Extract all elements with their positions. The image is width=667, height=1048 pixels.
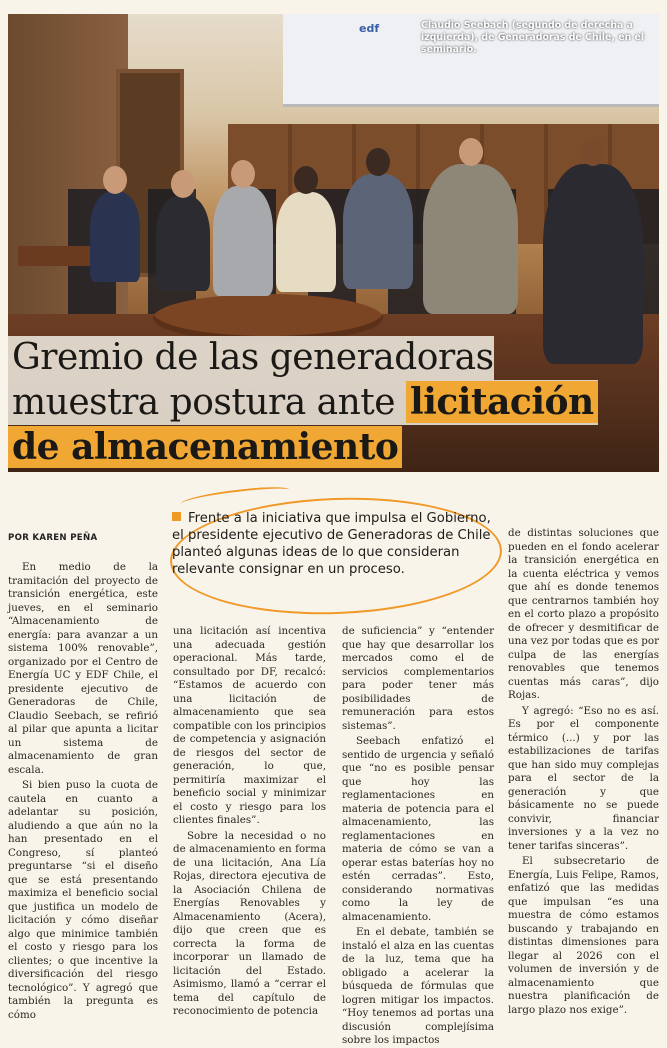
paragraph: de suficiencia” y “entender que hay que desarrollar los mercados como el de servicios complementarios para poder tener más posibilidades de remuneración para estos sistemas”. [342,625,494,732]
column-2 [173,625,326,1025]
headline-line-2-text: muestra postura ante [12,382,407,423]
paragraph: El subsecretario de Energía, Luis Felipe, Ramos, enfatizó que las medidas que impulsan “es una muestra de cómo estamos buscando y trabajando en distintas dimensiones para llegar al 2026 con el volumen de inversión y de almacenamiento que nuestra planificación de largo plazo nos exige”. [508,855,659,1016]
paragraph: de distintas soluciones que pueden en el fondo acelerar la transición energética en la cuenta eléctrica y vemos que ahí es donde tenemos que centrarnos también hoy en el corto plazo a propósito de ofrecer y desmitificar de una vez por todas que es por culpa de las energías renovables que tenemos cuentas más caras”, dijo Rojas. [508,527,659,701]
photo-caption: Claudio Seebach (segundo de derecha a izquierda), de Generadoras de Chile, en el seminario. [421,20,645,55]
panelist-2 [156,196,210,291]
paragraph: En medio de la tramitación del proyecto de transición energética, este jueves, en el seminario “Almacenamiento de energía: para avanzar a un sistema 100% renovable”, organizado por el Centro de Energía UC y EDF Chile, el presidente ejecutivo de Generadoras de Chile, Claudio Seebach, se refirió al pilar que apunta a licitar un sistema de almacenamiento de gran escala. [8,561,158,776]
headline-line-3 [8,425,402,470]
column-4 [508,527,659,1027]
paragraph: una licitación así incentiva una adecuada gestión operacional. Más tarde, consultado por DF, recalcó: “Estamos de acuerdo con una licitación de almacenamiento que sea compatible con los principios de competencia y asignación de riesgos del sector de generación, lo que, permitiría maximizar el beneficio social y minimizar el costo y riesgo para los clientes finales”. [173,625,326,826]
headline-highlight-2: de almacenamiento [8,426,402,468]
pullquote-text: Frente a la iniciativa que impulsa el Gobierno, el presidente ejecutivo de Generadoras de Chile planteó algunas ideas de lo que consideran relevante consignar en un proceso. [172,511,491,577]
pullquote [172,510,492,578]
screen-logo: edf [359,22,380,35]
column-1 [8,561,158,1026]
paragraph: En el debate, también se instaló el alza en las cuentas de la luz, tema que ha obligado a acelerar la búsqueda de fórmulas que logren mitigar los impactos. “Hoy tenemos ad portas una discusión complejísima sobre los impactos [342,926,494,1046]
column-3 [342,625,494,1046]
panelist-4 [276,192,336,292]
pullquote-bullet-icon [172,512,181,521]
paragraph: Seebach enfatizó el sentido de urgencia y señaló que “no es posible pensar que hoy las reglamentaciones en materia de potencia para el almacenamiento, las reglamentaciones en materia de cómo se van a operar estas baterías hoy no estén cerradas”. Esto, considerando normativas como la ley de almacenamiento. [342,735,494,923]
paragraph: Y agregó: “Eso no es así. Es por el componente térmico (...) y por las estabilizaciones de tarifas que han sido muy complejas para el sector de la generación y que básicamente no se puede convivir, financiar inversiones y a la vez no tener tarifas sinceras”. [508,704,659,852]
headline-line-2 [8,380,598,425]
headline-line-1 [8,336,494,380]
panelist-7 [543,164,643,364]
paragraph: Si bien puso la cuota de cautela en cuanto a adelantar su posición, aludiendo a que aún no la han presentado en el Congreso, sí planteó preguntarse “si el diseño que se está presentando maximiza el beneficio social que justifica un modelo de licitación y cómo diseñar algo que minimice también el costo y riesgo para los clientes; o que incentive la diversificación del riesgo tecnológico”. Y agregó que también la pregunta es cómo [8,779,158,1021]
panelist-5 [343,174,413,289]
panelist-6 [423,164,518,314]
pullquote-circle-tail [180,484,291,509]
photo-coffee-table [153,294,383,342]
headline [8,336,659,470]
panelist-1 [90,192,140,282]
headline-highlight-1: licitación [406,381,598,423]
byline: POR KAREN PEÑA [8,533,98,543]
panelist-3 [213,186,273,296]
headline-line-1-text: Gremio de las generadoras [12,337,494,378]
paragraph: Sobre la necesidad o no de almacenamiento en forma de una licitación, Ana Lía Rojas, directora ejecutiva de la Asociación Chilena de Energías Renovables y Almacenamiento (Acera), dijo que creen que es correcta la forma de incorporar un llamado de licitación del Estado. Asimismo, llamó a “cerrar el tema del capítulo de reconocimiento de potencia [173,829,326,1017]
